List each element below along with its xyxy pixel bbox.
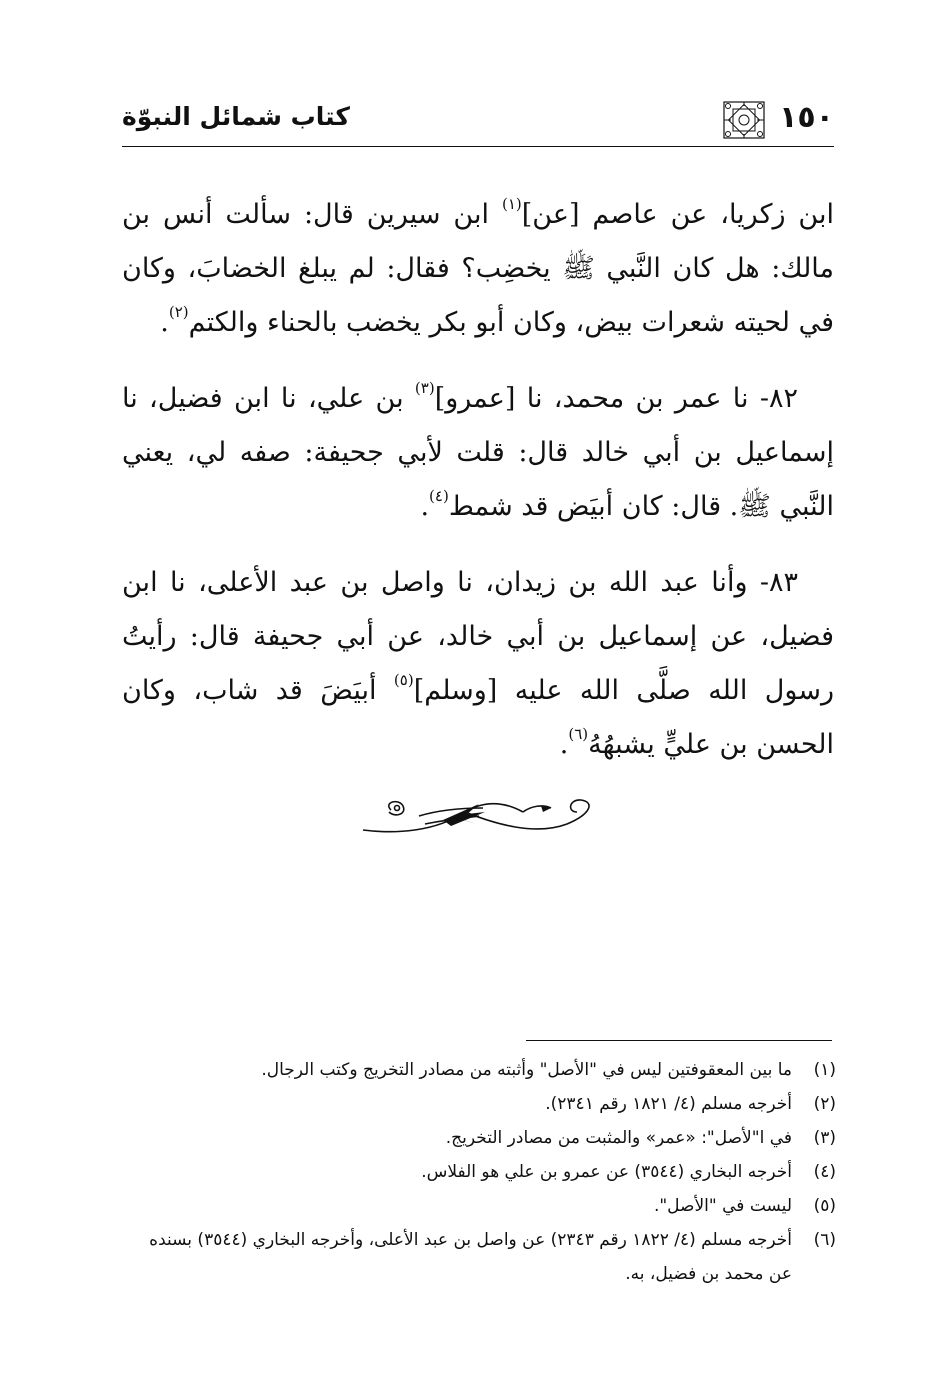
book-title: كتاب شمائل النبوّة xyxy=(122,102,350,131)
main-text xyxy=(122,188,834,794)
paragraph-1-text-b: ابن سيرين قال: سألت أنس بن مالك: هل كان النَّبي ﷺ يخضِب؟ فقال: لم يبلغ الخضابَ، وكان في لحيته شعرات بيض، وكان أبو بكر يخضب بالحناء والكتم xyxy=(122,199,834,338)
footnote-number: (٥) xyxy=(813,1196,836,1216)
footnote-number: (١) xyxy=(813,1060,836,1080)
paragraph-82-text-b: بن علي، نا ابن فضيل، نا إسماعيل بن أبي خالد قال: قلت لأبي جحيفة: صفه لي، يعني النَّبي ﷺ. قال: كان أبيَض قد شمط xyxy=(122,383,834,522)
footnote-item xyxy=(122,1087,836,1121)
footnote-ref-4: (٤) xyxy=(429,487,449,505)
footnote-item xyxy=(122,1223,836,1291)
footnote-ref-3: (٣) xyxy=(414,379,435,397)
footnote-text: أخرجه البخاري (٣٥٤٤) عن عمرو بن علي هو الفلاس. xyxy=(421,1162,792,1182)
footnote-number: (٢) xyxy=(813,1094,836,1114)
footnote-ref-6: (٦) xyxy=(568,725,589,743)
floral-divider-icon xyxy=(355,790,605,850)
footnote-item xyxy=(122,1121,836,1155)
header-rule xyxy=(122,146,834,147)
footnote-text: في ا"لأصل": «عمر» والمثبت من مصادر التخريج. xyxy=(445,1128,792,1148)
footnote-text: أخرجه مسلم (٤/ ١٨٢٢ رقم ٢٣٤٣) عن واصل بن عبد الأعلى، وأخرجه البخاري (٣٥٤٤) بسنده عن محمد بن فضيل، به. xyxy=(149,1230,792,1284)
footnote-item xyxy=(122,1053,836,1087)
paragraph-83-text-a: ٨٣- وأنا عبد الله بن زيدان، نا واصل بن عبد الأعلى، نا ابن فضيل، عن إسماعيل بن أبي خالد، عن أبي جحيفة قال: رأيتُ رسول الله صلَّى الله عليه [وسلم] xyxy=(122,567,834,706)
footnote-text: أخرجه مسلم (٤/ ١٨٢١ رقم ٢٣٤١). xyxy=(545,1094,792,1114)
footnote-number: (٣) xyxy=(813,1128,836,1148)
octagram-ornament-icon xyxy=(722,100,766,140)
footnote-number: (٦) xyxy=(813,1230,836,1250)
footnote-item xyxy=(122,1155,836,1189)
paragraph-1-text-a: ابن زكريا، عن عاصم [عن] xyxy=(521,199,834,230)
paragraph-83-end: . xyxy=(559,729,569,760)
footnote-ref-2: (٢) xyxy=(168,303,189,321)
paragraph-83-text-b: أبيَضَ قد شاب، وكان الحسن بن عليٍّ يشبهُهُ xyxy=(122,675,834,760)
paragraph-82 xyxy=(122,372,834,534)
footnote-item xyxy=(122,1189,836,1223)
footnote-text: ليست في "الأصل". xyxy=(653,1196,792,1216)
paragraph-1 xyxy=(122,188,834,350)
paragraph-82-end: . xyxy=(420,491,430,522)
footnote-number: (٤) xyxy=(813,1162,836,1182)
footnote-text: ما بين المعقوفتين ليس في "الأصل" وأثبته من مصادر التخريج وكتب الرجال. xyxy=(261,1060,792,1080)
page-number: ١٥٠ xyxy=(779,100,834,135)
footnote-rule xyxy=(526,1040,832,1041)
footnotes xyxy=(122,1053,836,1291)
footnote-ref-5: (٥) xyxy=(393,671,414,689)
page-header xyxy=(122,96,834,148)
paragraph-82-text-a: ٨٢- نا عمر بن محمد، نا [عمرو] xyxy=(434,383,798,414)
footnote-ref-1: (١) xyxy=(501,195,522,213)
paragraph-1-end: . xyxy=(160,307,169,338)
paragraph-83 xyxy=(122,556,834,772)
